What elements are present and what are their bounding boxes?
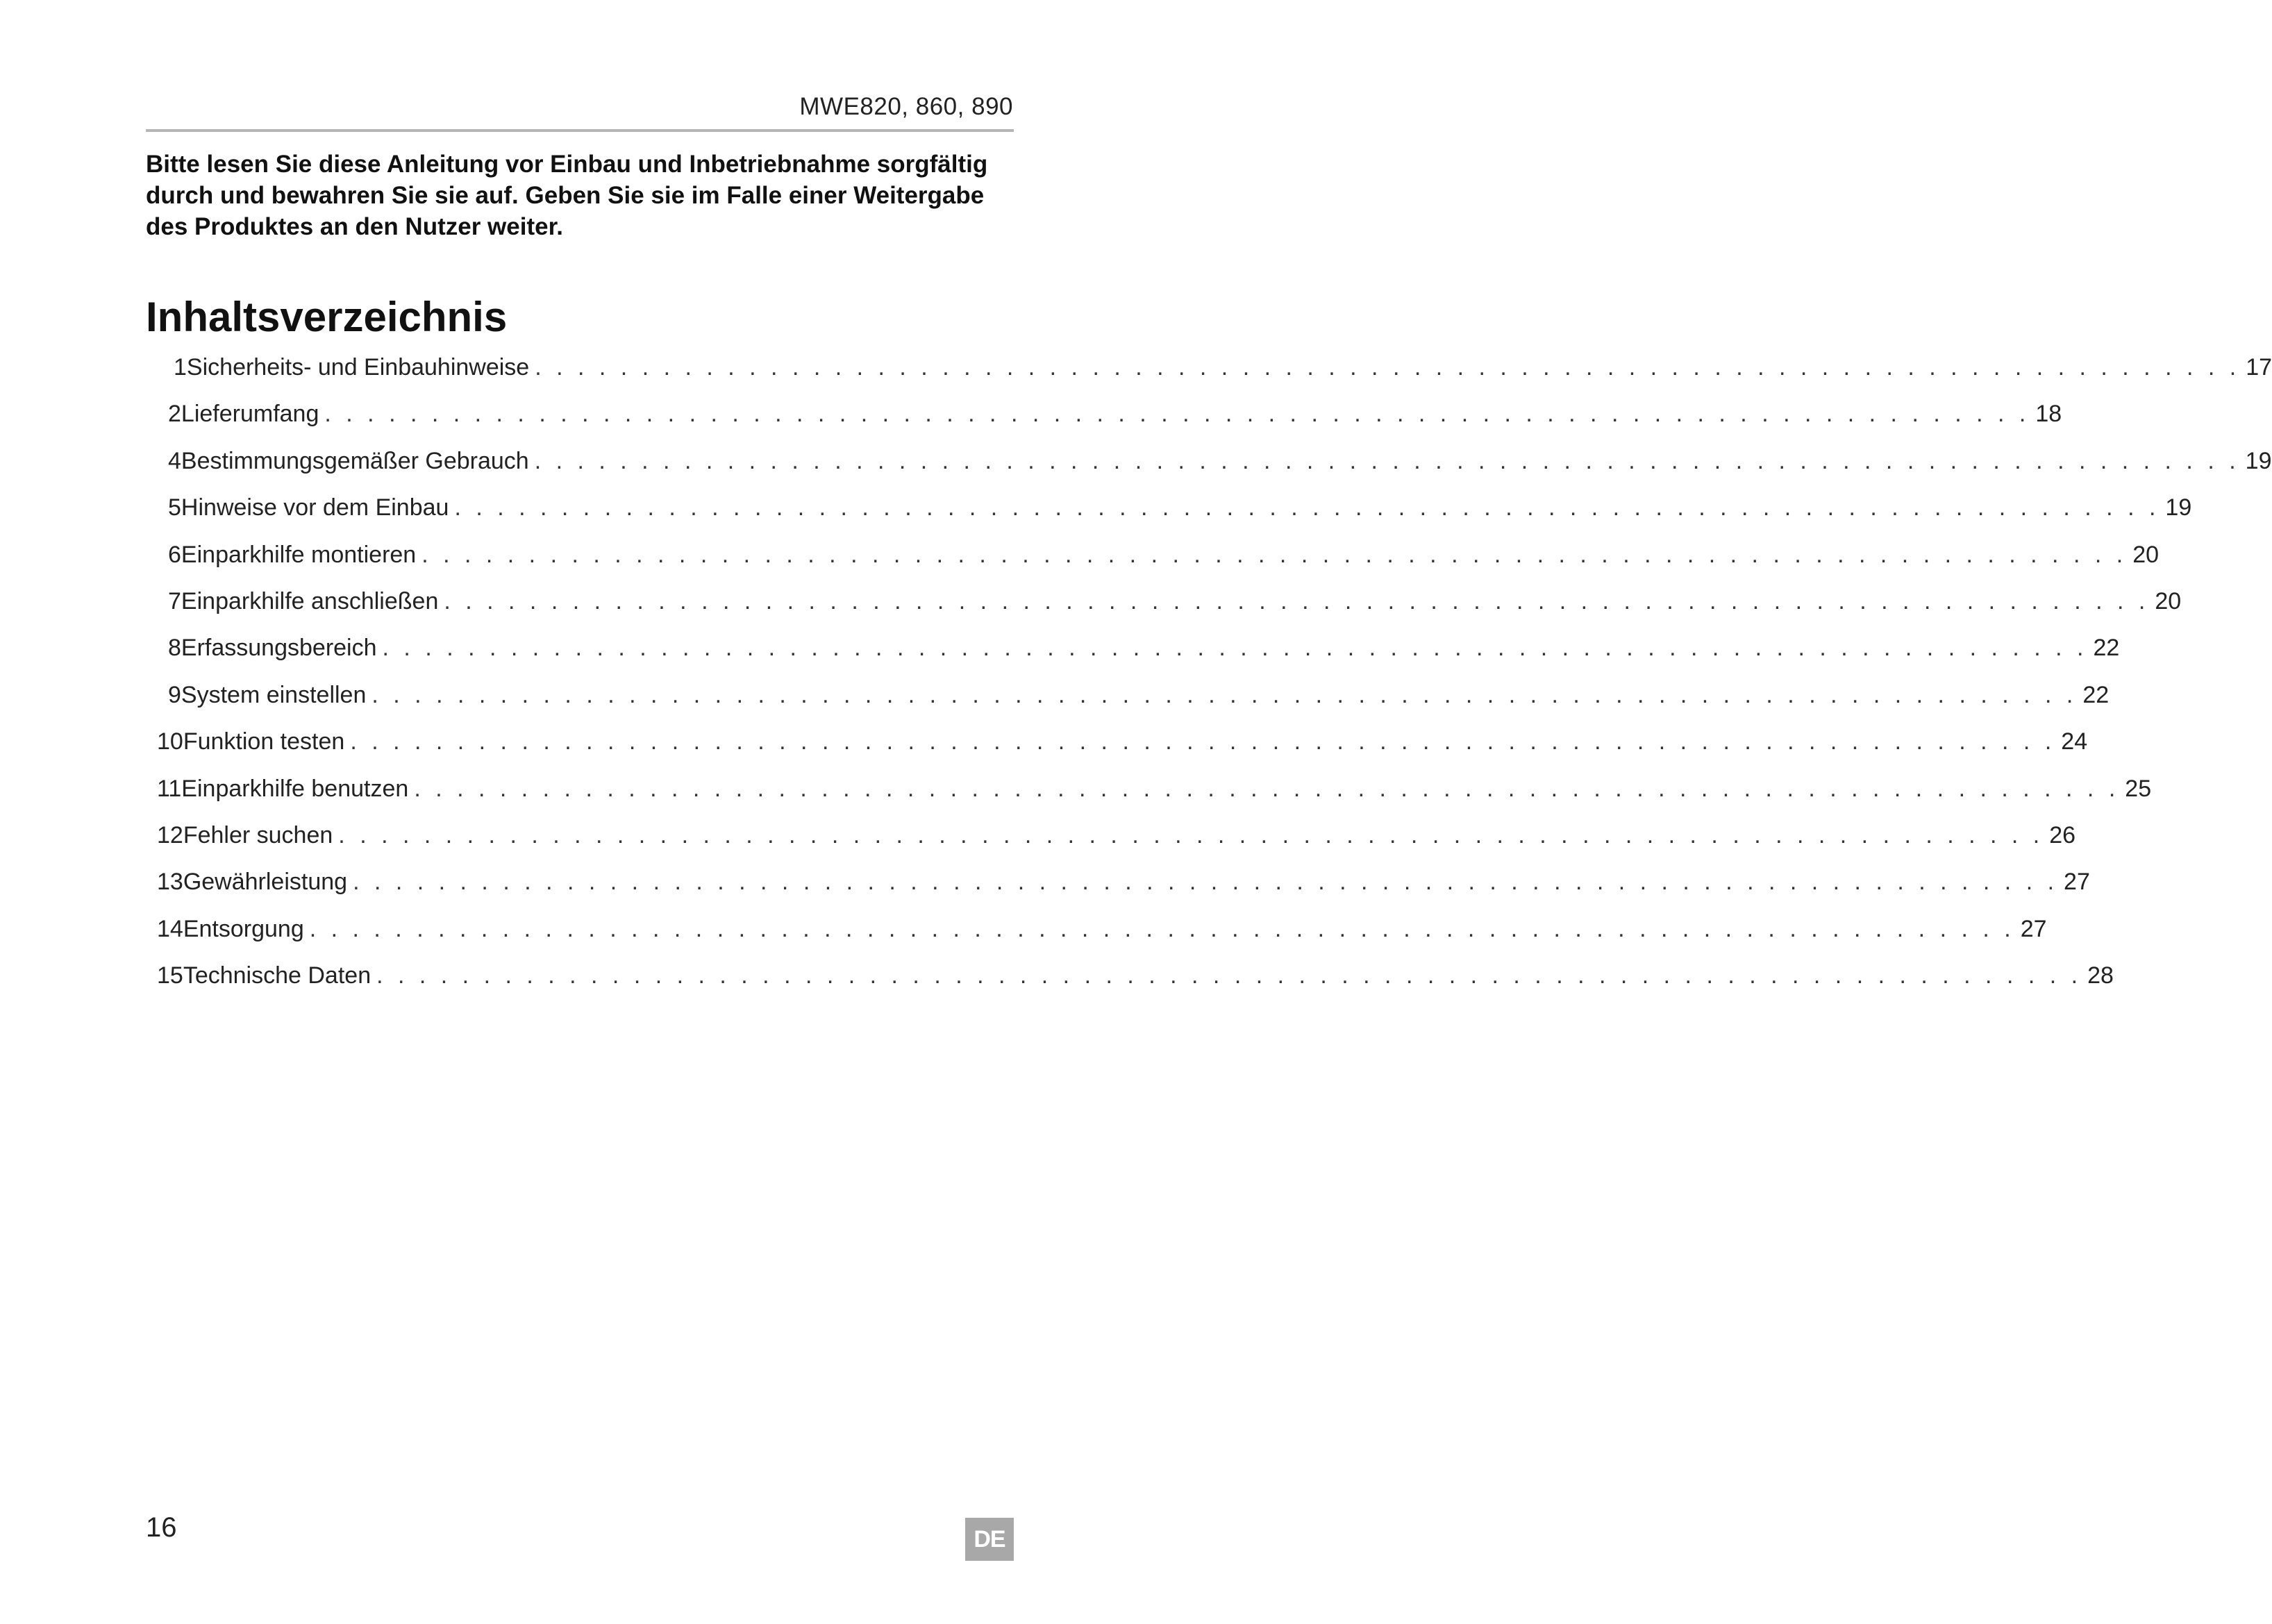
- toc-leader-dots: . . . . . . . . . . . . . . . . . . . . . . . . . . . . . . . . . . . . . . . . . . . . . . . . . . . . . . . . . . . . . . . . . . . . . . . . . . . . . . . .: [371, 681, 2078, 708]
- toc-entry[interactable]: [168, 447, 2272, 487]
- toc-entry-label: Hinweise vor dem Einbau: [181, 494, 449, 521]
- toc-entry-label: Einparkhilfe montieren: [181, 541, 417, 568]
- toc-entry[interactable]: [174, 354, 2272, 393]
- header-model-numbers: MWE820, 860, 890: [799, 93, 1013, 120]
- toc-entry-page: 24: [2061, 728, 2088, 755]
- toc-entry-label: Sicherheits- und Einbauhinweise: [186, 354, 530, 380]
- toc-leader-dots: . . . . . . . . . . . . . . . . . . . . . . . . . . . . . . . . . . . . . . . . . . . . . . . . . . . . . . . . . . . . . . . . . . . . . . . . . . . . . . . .: [535, 354, 2241, 380]
- toc-entry[interactable]: [157, 962, 2114, 1001]
- toc-entry-page: 20: [2155, 588, 2182, 614]
- toc-entry-label: Entsorgung: [183, 915, 304, 942]
- toc-entry[interactable]: [157, 728, 2088, 767]
- toc-leader-dots: . . . . . . . . . . . . . . . . . . . . . . . . . . . . . . . . . . . . . . . . . . . . . . . . . . . . . . . . . . . . . . . . . . . . . . . . . . . . . . . .: [350, 728, 2056, 755]
- toc-entry-label: Einparkhilfe anschließen: [181, 588, 439, 614]
- toc-leader-dots: . . . . . . . . . . . . . . . . . . . . . . . . . . . . . . . . . . . . . . . . . . . . . . . . . . . . . . . . . . . . . . . . . . . . . . . . . . . . . . . .: [444, 588, 2150, 614]
- toc-entry-label: Einparkhilfe benutzen: [181, 775, 409, 802]
- toc-entry-number: 10: [157, 728, 183, 755]
- toc-entry-label: System einstellen: [181, 681, 367, 708]
- toc-entry-label: Fehler suchen: [183, 822, 333, 848]
- toc-entry-page: 20: [2132, 541, 2160, 568]
- toc-entry-page: 22: [2082, 681, 2110, 708]
- toc-entry-page: 25: [2125, 775, 2152, 802]
- intro-notice: Bitte lesen Sie diese Anleitung vor Einbau und Inbetriebnahme sorgfältig durch und bewahren Sie sie auf. Geben Sie sie im Falle einer Weitergabe des Produktes an den Nutzer weiter.: [146, 151, 988, 240]
- toc-leader-dots: . . . . . . . . . . . . . . . . . . . . . . . . . . . . . . . . . . . . . . . . . . . . . . . . . . . . . . . . . . . . . . . . . . . . . . . . . . . . . . . .: [421, 541, 2128, 568]
- toc-entry[interactable]: [157, 775, 2152, 814]
- toc-entry-label: Lieferumfang: [181, 401, 319, 428]
- toc-entry-page: 27: [2020, 915, 2047, 942]
- toc-entry-number: 5: [168, 494, 181, 521]
- toc-entry-page: 17: [2246, 354, 2272, 380]
- toc-entry-page: 27: [2064, 869, 2090, 896]
- toc-entry-number: 6: [168, 541, 181, 568]
- header-divider: [146, 129, 1014, 132]
- toc-entry-label: Bestimmungsgemäßer Gebrauch: [181, 447, 529, 474]
- toc-entry-page: 19: [2245, 447, 2272, 474]
- language-badge: DE: [965, 1518, 1014, 1561]
- toc-entry[interactable]: [157, 915, 2047, 955]
- toc-entry-page: 26: [2049, 822, 2076, 848]
- toc-leader-dots: . . . . . . . . . . . . . . . . . . . . . . . . . . . . . . . . . . . . . . . . . . . . . . . . . . . . . . . . . . . . . . . . . . . . . . . . . . . . . . . .: [353, 869, 2059, 896]
- toc-entry-number: 11: [157, 775, 182, 802]
- toc-entry[interactable]: [168, 401, 2062, 440]
- toc-leader-dots: . . . . . . . . . . . . . . . . . . . . . . . . . . . . . . . . . . . . . . . . . . . . . . . . . . . . . . . . . . . . . . . . . . . . . . . . . . . . . . . .: [414, 775, 2120, 802]
- toc-entry[interactable]: [168, 635, 2120, 673]
- toc-entry-number: 8: [168, 635, 181, 662]
- toc-entry-page: 18: [2035, 401, 2062, 428]
- toc-entry-number: 4: [168, 447, 181, 474]
- toc-title: Inhaltsverzeichnis: [146, 294, 508, 340]
- toc-leader-dots: . . . . . . . . . . . . . . . . . . . . . . . . . . . . . . . . . . . . . . . . . . . . . . . . . . . . . . . . . . . . . . . . . . . . . . . . . . . . . . . .: [309, 915, 2015, 942]
- toc-leader-dots: . . . . . . . . . . . . . . . . . . . . . . . . . . . . . . . . . . . . . . . . . . . . . . . . . . . . . . . . . . . . . . . . . . . . . . . . . . . . . . . .: [338, 822, 2044, 848]
- toc-entry[interactable]: [168, 494, 2192, 533]
- toc-leader-dots: . . . . . . . . . . . . . . . . . . . . . . . . . . . . . . . . . . . . . . . . . . . . . . . . . . . . . . . . . . . . . . . . . . . . . . . . . . . . . . . .: [376, 962, 2082, 989]
- toc-entry-label: Funktion testen: [183, 728, 345, 755]
- toc-entry[interactable]: [168, 541, 2160, 580]
- toc-entry-number: 14: [157, 915, 183, 942]
- toc-entry-number: 9: [168, 681, 181, 708]
- toc-entry[interactable]: [168, 681, 2110, 721]
- toc-entry-page: 19: [2165, 494, 2192, 521]
- toc-leader-dots: . . . . . . . . . . . . . . . . . . . . . . . . . . . . . . . . . . . . . . . . . . . . . . . . . . . . . . . . . . . . . . . . . . . . . . . . . . . . . . . .: [324, 401, 2030, 428]
- toc-entry-number: 2: [168, 401, 181, 428]
- toc-entry-number: 1: [174, 354, 187, 380]
- toc-entry-number: 15: [157, 962, 183, 989]
- toc-entry[interactable]: [168, 588, 2182, 627]
- toc-entry-number: 7: [168, 588, 181, 614]
- toc-entry-page: 28: [2087, 962, 2114, 989]
- page-number: 16: [146, 1512, 177, 1543]
- toc-entry-number: 12: [157, 822, 183, 848]
- toc-leader-dots: . . . . . . . . . . . . . . . . . . . . . . . . . . . . . . . . . . . . . . . . . . . . . . . . . . . . . . . . . . . . . . . . . . . . . . . . . . . . . . . .: [454, 494, 2160, 521]
- toc-leader-dots: . . . . . . . . . . . . . . . . . . . . . . . . . . . . . . . . . . . . . . . . . . . . . . . . . . . . . . . . . . . . . . . . . . . . . . . . . . . . . . . .: [534, 447, 2240, 474]
- toc-entry-label: Technische Daten: [183, 962, 371, 989]
- toc-entry[interactable]: [157, 869, 2090, 907]
- toc-entry-label: Erfassungsbereich: [181, 635, 377, 662]
- toc-entry-page: 22: [2093, 635, 2120, 662]
- toc-leader-dots: . . . . . . . . . . . . . . . . . . . . . . . . . . . . . . . . . . . . . . . . . . . . . . . . . . . . . . . . . . . . . . . . . . . . . . . . . . . . . . . .: [382, 635, 2088, 662]
- toc-entry[interactable]: [157, 822, 2076, 861]
- toc-entry-label: Gewährleistung: [183, 869, 348, 896]
- toc-entry-number: 13: [157, 869, 183, 896]
